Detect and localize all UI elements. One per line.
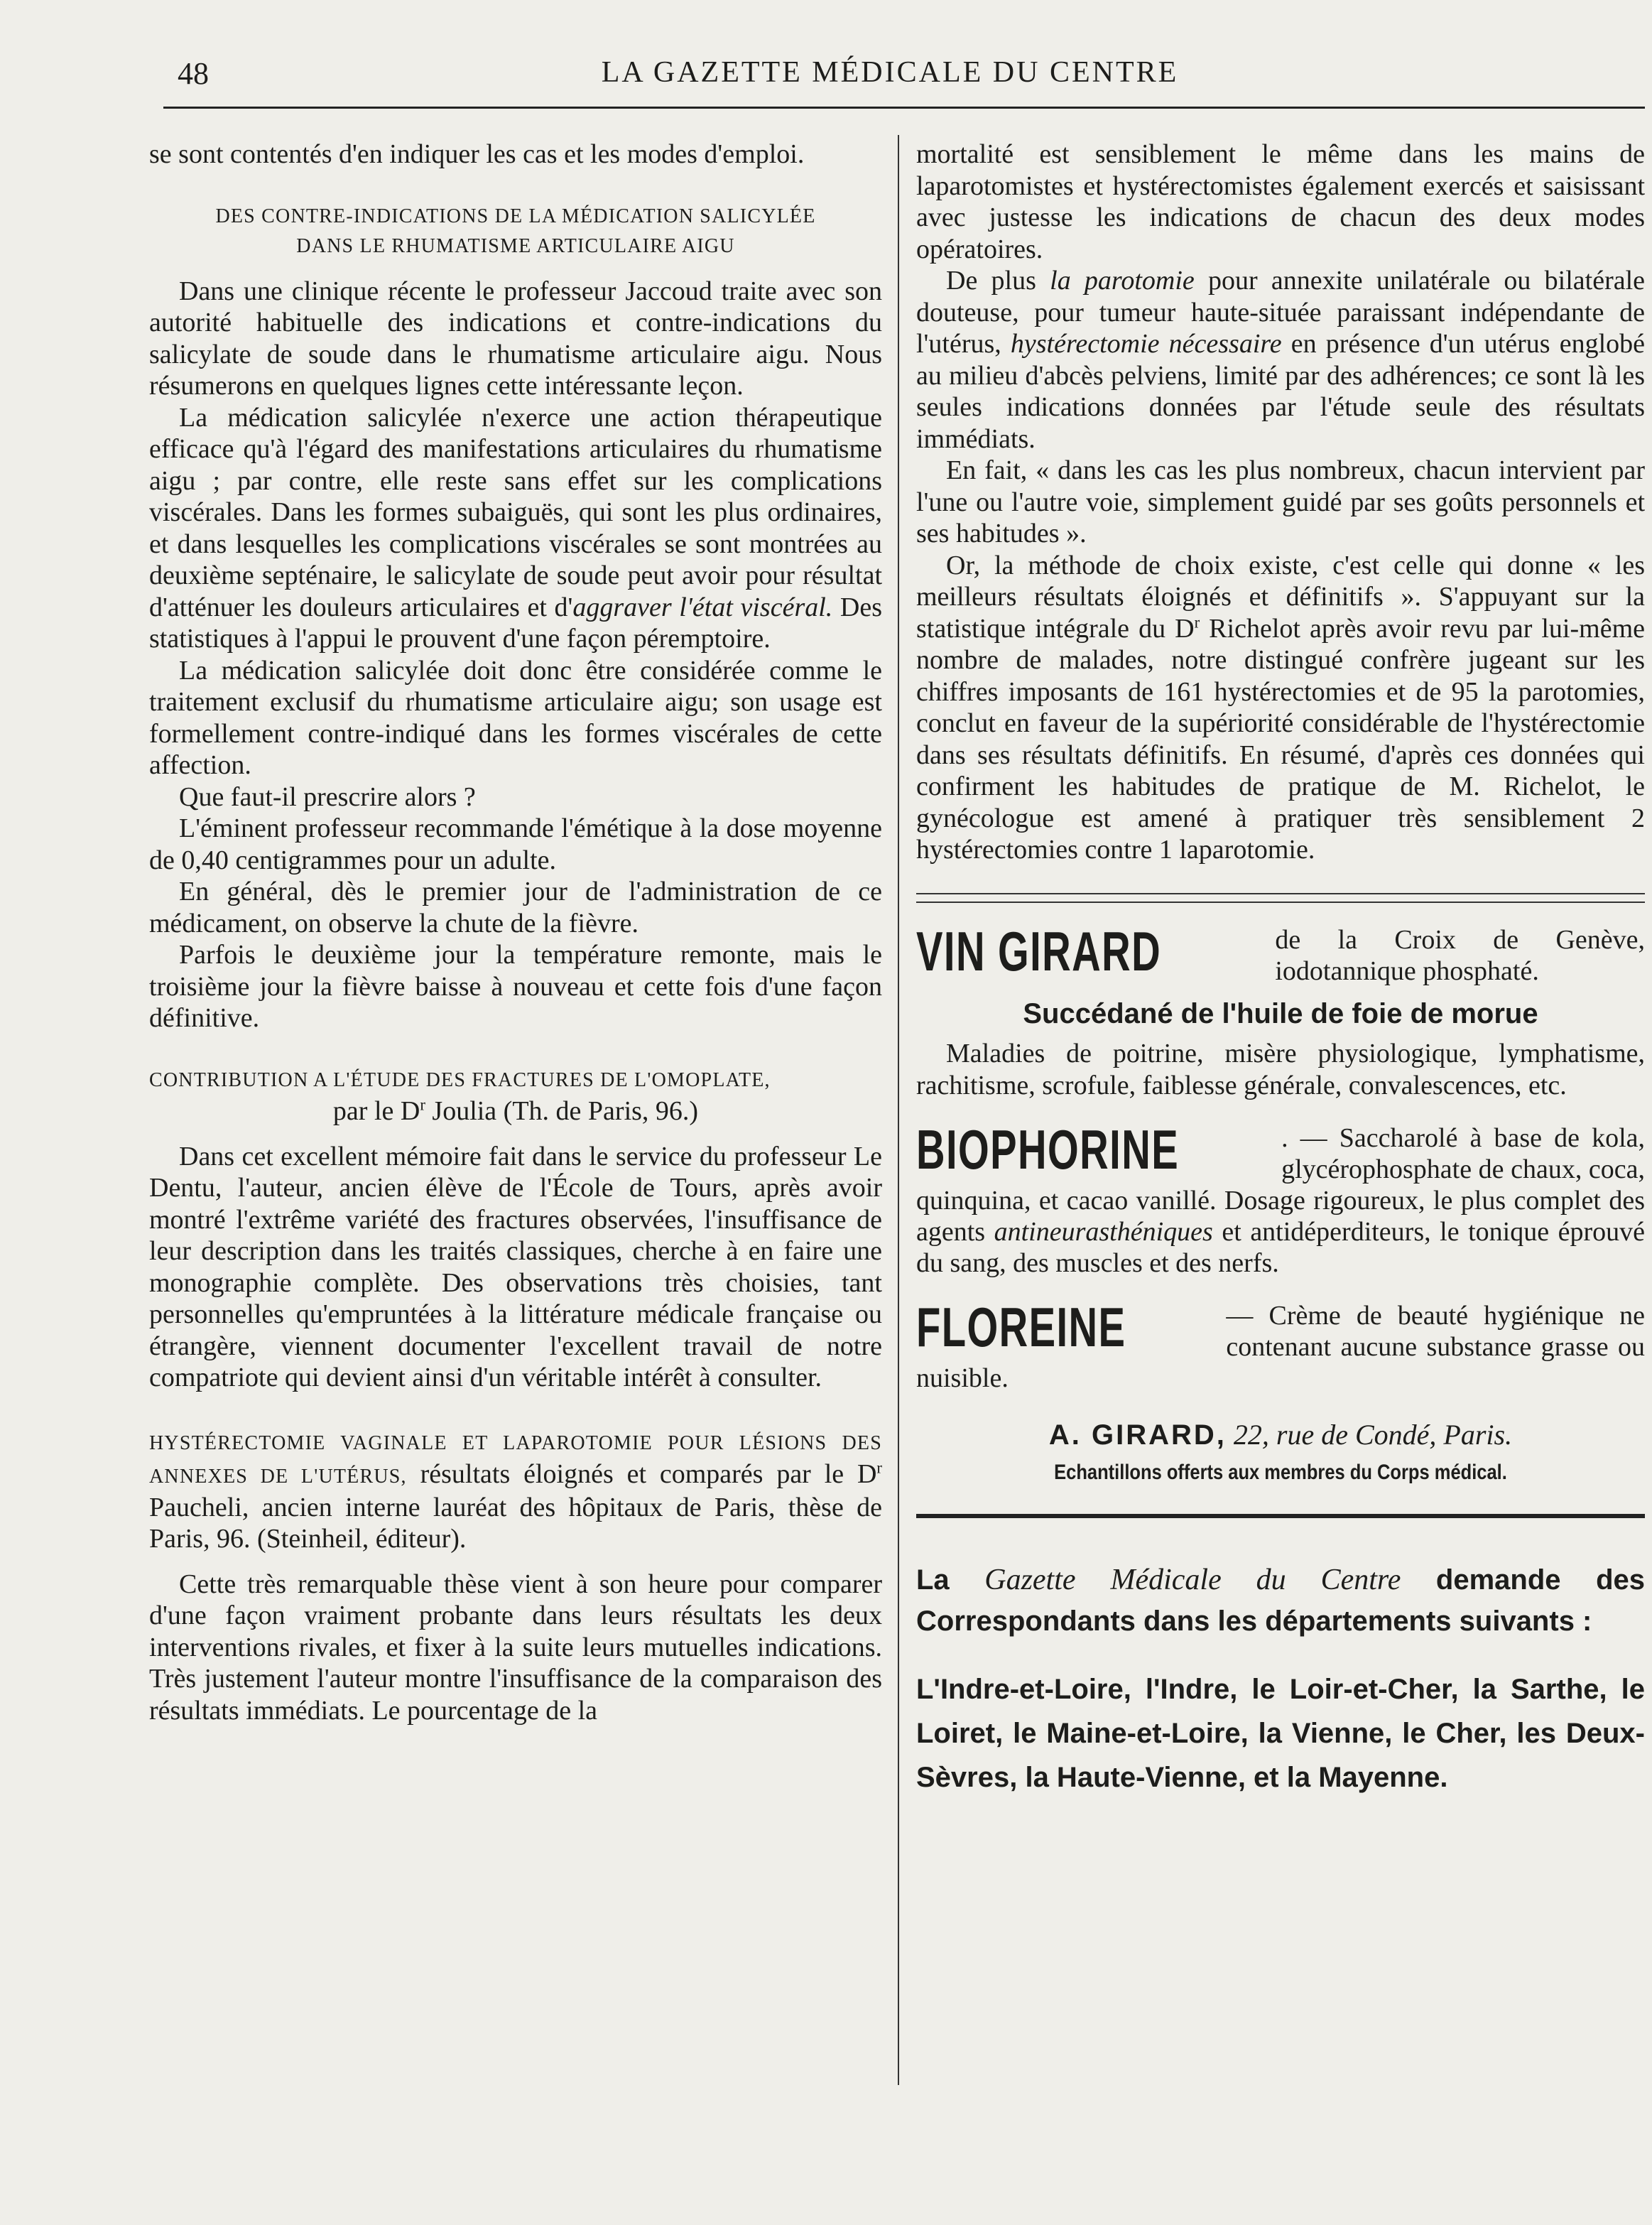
section3-title-sup: r [876,1458,883,1476]
p4-sup: r [1194,612,1200,631]
right-paragraph-2 [916,265,1645,455]
ad-biophorine [916,1118,1646,1279]
right-column [916,139,1645,1799]
biophorine-italic: antineurasthéniques [994,1217,1213,1247]
section1-paragraph-2 [149,402,882,655]
vin-girard-description: Maladies de poitrine, misère physiologique, lymphatisme, rachitisme, scrofule, faiblesse générale, convalescences, etc. [916,1039,1645,1100]
ad-vin-girard [916,919,1645,1102]
samples-note: Echantillons offerts aux membres du Corps médical. [1054,1460,1507,1484]
p2-end: en présence d'un utérus englobé au milieu d'abcès pelviens, limité par des adhérences; ce sont là les seules indications données par l'étude seule des résultats immédiats. [916,329,1646,454]
notice-journal-name: Gazette Médicale du Centre [984,1564,1401,1596]
section2-title [149,1066,882,1095]
double-rule [916,893,1645,903]
biophorine-text-a: . — Saccharolé à base de kola, glycérophosphate de chaux, coca, quinquina, et cacao vanillé. Dosage rigoureux, le plus complet des agents [916,1123,1645,1247]
section1-paragraph-2b: Des statistiques à l'appui le prouvent d'une façon péremptoire. [149,592,883,654]
address-rest: 22, rue de Condé, Paris. [1226,1419,1513,1451]
section2-byline [149,1095,882,1127]
p4-start: Or, la méthode de choix existe, c'est celle qui donne « les meilleurs résultats éloignés et définitifs ». S'appuyant sur la statistique intégrale du D [916,550,1645,644]
continuation-paragraph: mortalité est sensiblement le même dans les mains de laparotomistes et hystérectomistes également exercés et saisissant avec justesse les indications de chacun des deux modes opératoires. [916,139,1645,264]
right-paragraph-4 [916,550,1645,866]
section1-paragraph-1: Dans une clinique récente le professeur Jaccoud traite avec son autorité habituelle des indications et contre-indications du salicylate de soude dans le rhumatisme articulaire aigu. Nous résumerons en quelques lignes cette intéressante leçon. [149,276,882,401]
italic-phrase: aggraver l'état viscéral. [572,592,833,622]
section2-title-line1: CONTRIBUTION A L'ÉTUDE DES FRACTURES DE L'OMOPLATE, [149,1068,771,1091]
regions-list: L'Indre-et-Loire, l'Indre, le Loir-et-Cher, la Sarthe, le Loiret, le Maine-et-Loire, la Vienne, le Cher, les Deux-Sèvres, la Haute-Vienne, et la Mayenne. [916,1674,1645,1793]
address-name: A. GIRARD, [1048,1419,1227,1451]
thick-rule [916,1514,1645,1518]
vin-girard-lead: de la Croix de Genève, iodotannique phosphaté. [1275,924,1645,986]
section1-paragraph-5: L'éminent professeur recommande l'émétique à la dose moyenne de 0,40 centigrammes pour un adulte. [149,813,882,875]
byline-rest: Joulia (Th. de Paris, 96.) [425,1095,699,1126]
p4-end: Richelot après avoir revu par lui-même nombre de malades, notre distingué confrère jugeant sur les chiffres imposants de 161 hystérectomies et de 95 la parotomies, conclut en faveur de la supériorité considérable de l'hystérectomie dans ses résultats définitifs. En résumé, d'après ces données qui confirment les habitudes de pratique de M. Richelot, le gynécologue est amené à pratiquer très sensiblement 2 hystérectomies contre 1 laparotomie. [916,613,1645,865]
page-number: 48 [178,56,209,91]
byline-sup: r [420,1095,425,1113]
journal-title: LA GAZETTE MÉDICALE DU CENTRE [601,56,1179,89]
notice-start: La [916,1564,985,1596]
p2-start: De plus [946,266,1050,296]
column-divider [898,135,899,2085]
section3-title-rest: résultats éloignés et comparés par le D [406,1458,877,1489]
left-column [149,139,882,1726]
vin-girard-subtitle: Succédané de l'huile de foie de morue [1023,997,1538,1029]
section1-paragraph-7: Parfois le deuxième jour la température remonte, mais le troisième jour la fièvre baisse à nouveau et cette fois d'une façon définitive. [149,940,882,1033]
biophorine-text-b: et antidéperditeurs, le tonique éprouvé du sang, des muscles et des nerfs. [916,1217,1646,1278]
byline-prefix: par le D [332,1095,420,1126]
right-paragraph-3: En fait, « dans les cas les plus nombreux, chacun intervient par l'une ou l'autre voie, simplement guidé par ses goûts personnels et ses habitudes ». [916,455,1645,548]
section1-paragraph-6: En général, dès le premier jour de l'administration de ce médicament, on observe la chute de la fièvre. [149,877,882,938]
p2-italic-1: la parotomie [1050,266,1195,296]
header-rule [163,107,1645,109]
section2-paragraph: Dans cet excellent mémoire fait dans le service du professeur Le Dentu, l'auteur, ancien élève de l'École de Tours, après avoir montré l'extrême variété des fractures observées, l'insuffisance de leur description dans les traités classiques, cherche à en faire une monographie complète. Des observations très choisies, tant personnelles qu'empruntées à la littérature médicale française ou étrangère, viennent documenter l'excellent travail de notre compatriote qui devient ainsi d'un véritable intérêt à consulter. [149,1141,882,1392]
brand-vin-girard: VIN GIRARD [916,919,1162,982]
p2-italic-2: hystérectomie nécessaire [1010,329,1282,359]
running-head [178,55,1602,98]
floreine-text: — Crème de beauté hygiénique ne contenant aucune substance grasse ou nuisible. [916,1301,1645,1393]
brand-floreine: FLOREINE [916,1296,1126,1358]
section1-paragraph-4: Que faut-il prescrire alors ? [179,781,476,812]
section1-title-line2: DANS LE RHUMATISME ARTICULAIRE AIGU [296,234,735,257]
section1-title [149,202,882,261]
girard-address [916,1419,1645,1451]
section1-title-line1: DES CONTRE-INDICATIONS DE LA MÉDICATION SALICYLÉE [215,205,816,227]
intro-paragraph: se sont contentés d'en indiquer les cas et les modes d'emploi. [149,139,805,169]
section3-title [149,1425,882,1554]
notice-end: demande des Correspondants dans les départements suivants : [916,1564,1645,1637]
p2-mid: pour annexite unilatérale ou bilatérale douteuse, pour tumeur haute-située paraissant indépendante de l'utérus, [916,266,1646,359]
section3-title-end: Paucheli, ancien interne lauréat des hôpitaux de Paris, thèse de Paris, 96. (Steinheil, éditeur). [149,1492,882,1554]
section3-paragraph: Cette très remarquable thèse vient à son heure pour comparer d'une façon vraiment probante dans leurs résultats les deux interventions rivales, et fixer à la suite leurs mutuelles indications. Très justement l'auteur montre l'insuffisance de la comparaison des résultats immédiats. Le pourcentage de la [149,1569,882,1726]
ad-floreine [916,1296,1645,1394]
section1-paragraph-3: La médication salicylée doit donc être considérée comme le traitement exclusif du rhumatisme articulaire aigu; son usage est formellement contre-indiqué dans les formes viscérales de cette affection. [149,655,882,780]
section1-paragraph-2-text: La médication salicylée n'exerce une action thérapeutique efficace qu'à l'égard des manifestations articulaires du rhumatisme aigu ; par contre, elle reste sans effet sur les complications viscérales. Dans les formes subaiguës, qui sont les plus ordinaires, et dans lesquelles les complications viscérales se sont montrées au deuxième septénaire, le salicylate de soude peut avoir pour résultat d'atténuer les douleurs articulaires et d' [149,402,882,622]
correspondents-notice [916,1559,1645,1642]
brand-biophorine: BIOPHORINE [916,1118,1180,1181]
section3-title-caps: HYSTÉRECTOMIE VAGINALE ET LAPAROTOMIE POUR LÉSIONS DES ANNEXES DE L'UTÉRUS, [149,1431,882,1488]
